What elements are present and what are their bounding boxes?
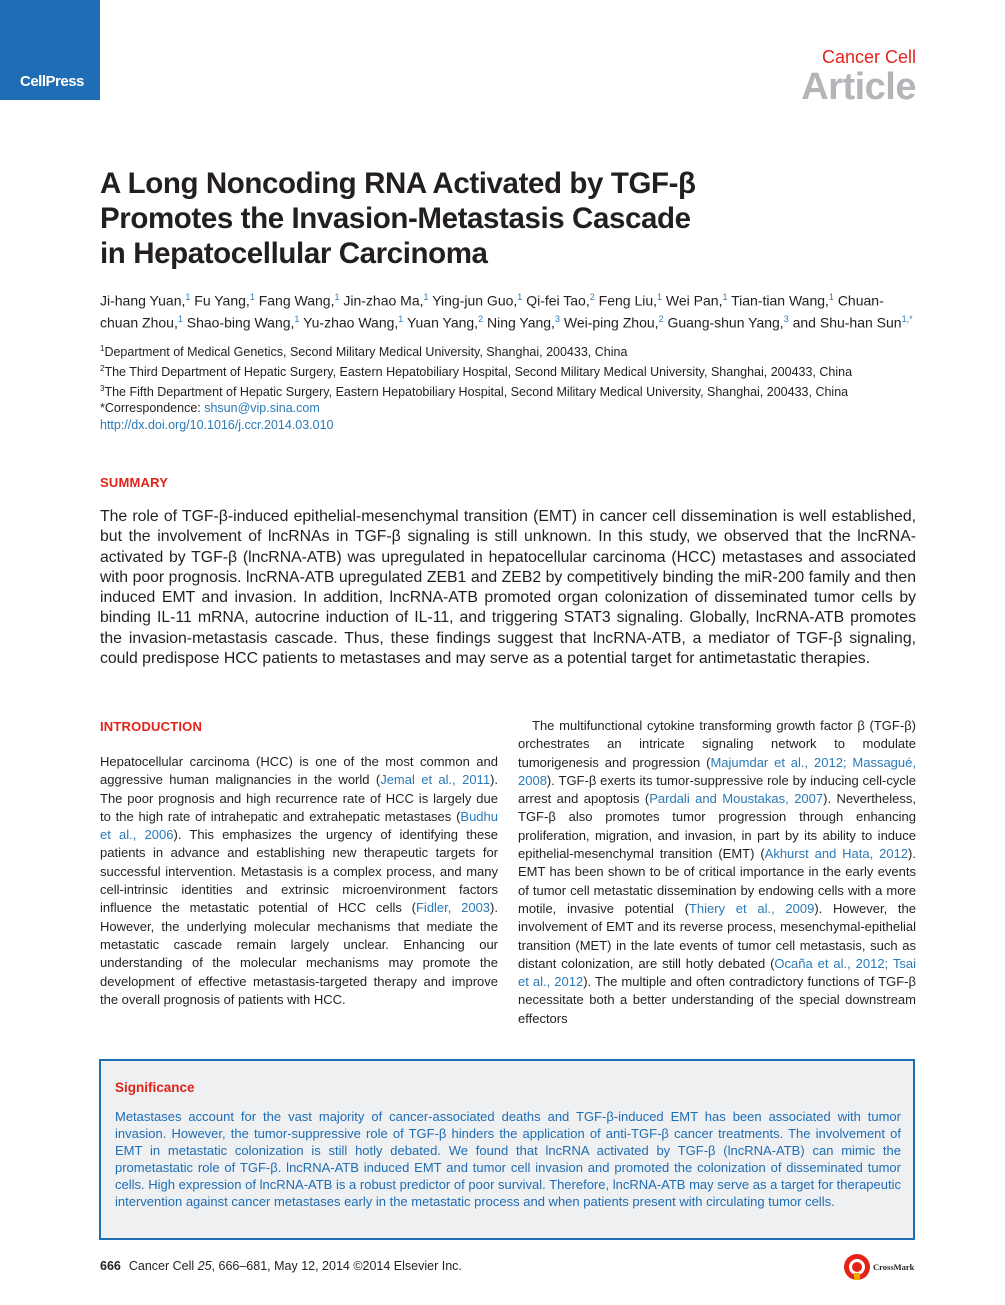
title-line-2: Promotes the Invasion-Metastasis Cascade <box>100 202 691 235</box>
author-affiliation-marker[interactable]: 1 <box>423 292 429 302</box>
author-name: Fang Wang, <box>258 292 335 309</box>
page-footer <box>100 1259 462 1273</box>
footer-volume: 25 <box>197 1259 212 1273</box>
correspondence-label: *Correspondence: <box>100 401 205 416</box>
body-text: ). However, the underlying molecular mechanisms that mediate the metastatic cascade remain largely unclear. Enhancing our understanding of the molecular mechanisms may promote the development of effective metastasis-targeted therapy and improve the overall prognosis of patients with HCC. <box>100 900 498 1007</box>
body-text: ). Nevertheless, TGF-β also promotes tumor progression through enhancing proliferation, migration, and invasion, in part by its ability to induce epithelial-mesenchymal transition (EMT) ( <box>518 791 916 862</box>
affiliation-text: Department of Medical Genetics, Second Military Medical University, Shanghai, 200433, China <box>104 345 628 360</box>
body-text: ). The multiple and often contradictory functions of TGF-β necessitate both a better understanding of the special downstream effectors <box>518 974 917 1026</box>
citation-link[interactable]: Thiery et al., 2009 <box>688 900 815 916</box>
author-name: Chuan-chuan Zhou, <box>100 292 884 331</box>
author-affiliation-marker[interactable]: 1 <box>657 292 663 302</box>
body-text: ). This emphasizes the urgency of identifying these patients in advance and establishing new therapeutic targets for successful intervention. Metastasis is a complex process, and many cell-intrinsic identities and extrinsic microenvironment factors influence the metastatic potential of HCC cells ( <box>100 827 499 916</box>
author-name: Wei Pan, <box>665 292 723 309</box>
author-affiliation-marker[interactable]: 1 <box>517 292 523 302</box>
article-type-label: Article <box>801 66 916 108</box>
author-affiliation-marker[interactable]: 2 <box>589 292 595 302</box>
author-affiliation-marker[interactable]: 1 <box>177 314 183 325</box>
author-affiliation-marker[interactable]: 1 <box>722 292 728 302</box>
introduction-right-column <box>518 717 916 1028</box>
author-name: Feng Liu, <box>598 292 658 309</box>
affiliation-number: 1 <box>100 344 105 353</box>
significance-text: Metastases account for the vast majority of cancer-associated deaths and TGF-β-induced EMT has been associated with tumor invasion. However, the tumor-suppressive role of TGF-β hinders the application of anti-TGF-β cancer treatments. The involvement of EMT in metastatic colonization is still hotly debated. We found that lncRNA activated by TGF-β (lncRNA-ATB) can mimic the prometastatic role of TGF-β. lncRNA-ATB induced EMT and tumor cell invasion and promoted the colonization of disseminated tumor cells. High expression of lncRNA-ATB is a robust predictor of poor survival. Therefore, lncRNA-ATB may serve as a target for therapeutic intervention against cancer metastases early in the metastatic process and when patients present with circulating tumor cells. <box>115 1109 901 1209</box>
citation-link[interactable]: Majumdar et al., 2012; Massagué, 2008 <box>518 754 916 788</box>
affiliation-item <box>100 381 930 401</box>
author-affiliation-marker[interactable]: 3 <box>554 314 560 325</box>
citation-link[interactable]: Jemal et al., 2011 <box>380 772 491 788</box>
body-text: The multifunctional cytokine transforming growth factor β (TGF-β) orchestrates an intricate signaling network to modulate tumorigenesis and progression ( <box>518 718 916 770</box>
author-affiliation-marker[interactable]: 1 <box>249 292 255 302</box>
citation-link[interactable]: Pardali and Moustakas, 2007 <box>649 791 824 807</box>
significance-heading: Significance <box>115 1080 195 1095</box>
article-title <box>100 166 920 271</box>
body-text: ). TGF-β exerts its tumor-suppressive role by inducing cell-cycle arrest and apoptosis ( <box>518 772 916 807</box>
affiliation-item <box>100 341 930 361</box>
author-list <box>100 288 920 332</box>
author-name: Fu Yang, <box>194 292 250 309</box>
summary-heading: SUMMARY <box>100 475 169 490</box>
author-name: and Shu-han Sun <box>792 314 902 331</box>
author-affiliation-marker[interactable]: 3 <box>783 314 789 325</box>
affiliations <box>100 341 930 433</box>
author-name: Qi-fei Tao, <box>526 292 590 309</box>
footer-citation: , 666–681, May 12, 2014 ©2014 Elsevier Inc. <box>211 1259 462 1273</box>
title-line-1: A Long Noncoding RNA Activated by TGF-β <box>100 167 696 200</box>
author-name: Guang-shun Yang, <box>667 314 784 331</box>
body-text: ). EMT has been shown to be of critical importance in the early events of tumor cell metastatic dissemination by endowing cells with a more motile, invasive potential ( <box>518 846 916 916</box>
author-name: Ning Yang, <box>486 314 555 331</box>
affiliation-item <box>100 361 930 381</box>
citation-link[interactable]: Budhu et al., 2006 <box>100 808 498 843</box>
correspondence <box>100 400 930 417</box>
author-affiliation-marker[interactable]: 1 <box>334 292 340 302</box>
introduction-heading: INTRODUCTION <box>100 719 203 734</box>
crossmark-label: CrossMark <box>873 1262 915 1272</box>
author-affiliation-marker[interactable]: 1 <box>828 292 834 302</box>
affiliation-number: 3 <box>100 383 105 393</box>
cellpress-logo-block <box>0 0 100 100</box>
body-text: ). However, the involvement of EMT and its reverse process, mesenchymal-epithelial transition (MET) in the late events of tumor cell metastasis, such as distant colonization, are still hotly debated ( <box>518 900 916 971</box>
author-name: Shao-bing Wang, <box>186 314 295 331</box>
footer-journal: Cancer Cell <box>128 1259 198 1273</box>
correspondence-email-link[interactable]: shsun@vip.sina.com <box>204 401 320 416</box>
body-text: ). The poor prognosis and high recurrence rate of HCC is largely due to the high rate of intrahepatic and extrahepatic metastases ( <box>100 772 499 824</box>
author-affiliation-marker[interactable]: 1,* <box>901 314 913 325</box>
author-name: Yuan Yang, <box>406 314 479 331</box>
author-affiliation-marker[interactable]: 2 <box>478 314 484 325</box>
author-affiliation-marker[interactable]: 1 <box>294 314 300 325</box>
citation-link[interactable]: Akhurst and Hata, 2012 <box>764 846 909 862</box>
body-text: Hepatocellular carcinoma (HCC) is one of the most common and aggressive human malignancies in the world ( <box>100 754 498 788</box>
crossmark-badge[interactable] <box>843 1253 921 1281</box>
page-number: 666 <box>100 1259 121 1273</box>
author-name: Tian-tian Wang, <box>731 292 829 309</box>
journal-name: Cancer Cell <box>821 47 916 67</box>
affiliation-text: The Third Department of Hepatic Surgery, Eastern Hepatobiliary Hospital, Second Military Medical University, Shanghai, 200433, China <box>104 364 853 379</box>
introduction-left-column <box>100 753 498 1009</box>
author-affiliation-marker[interactable]: 1 <box>185 292 191 302</box>
citation-link[interactable]: Fidler, 2003 <box>415 900 491 916</box>
author-affiliation-marker[interactable]: 2 <box>658 314 664 325</box>
cellpress-logo: CellPress <box>20 73 84 90</box>
citation-link[interactable]: Ocaña et al., 2012; Tsai et al., 2012 <box>518 955 916 990</box>
author-name: Ying-jun Guo, <box>432 292 518 309</box>
affiliation-text: The Fifth Department of Hepatic Surgery, Eastern Hepatobiliary Hospital, Second Military Medical University, Shanghai, 200433, China <box>104 384 849 399</box>
author-name: Wei-ping Zhou, <box>563 314 659 331</box>
crossmark-icon <box>843 1253 871 1281</box>
summary-text: The role of TGF-β-induced epithelial-mesenchymal transition (EMT) in cancer cell dissemination is well established, but the involvement of lncRNAs in TGF-β signaling is still unknown. In this study, we observed that the lncRNA-activated by TGF-β (lncRNA-ATB) was upregulated in hepatocellular carcinoma (HCC) metastases and associated with poor prognosis. lncRNA-ATB upregulated ZEB1 and ZEB2 by competitively binding the miR-200 family and then induced EMT and invasion. In addition, lncRNA-ATB promoted organ colonization of disseminated tumor cells by binding IL-11 mRNA, autocrine induction of IL-11, and triggering STAT3 signaling. Globally, lncRNA-ATB promotes the invasion-metastasis cascade. Thus, these findings suggest that lncRNA-ATB, a mediator of TGF-β signaling, could predispose HCC patients to metastases and may serve as a potential target for antimetastatic therapies. <box>100 508 916 668</box>
author-name: Jin-zhao Ma, <box>343 292 424 309</box>
author-affiliation-marker[interactable]: 1 <box>398 314 404 325</box>
affiliation-number: 2 <box>100 363 105 373</box>
title-line-3: in Hepatocellular Carcinoma <box>100 237 488 270</box>
author-name: Ji-hang Yuan, <box>100 292 186 309</box>
doi-link[interactable]: http://dx.doi.org/10.1016/j.ccr.2014.03.010 <box>100 417 334 432</box>
author-name: Yu-zhao Wang, <box>303 314 399 331</box>
